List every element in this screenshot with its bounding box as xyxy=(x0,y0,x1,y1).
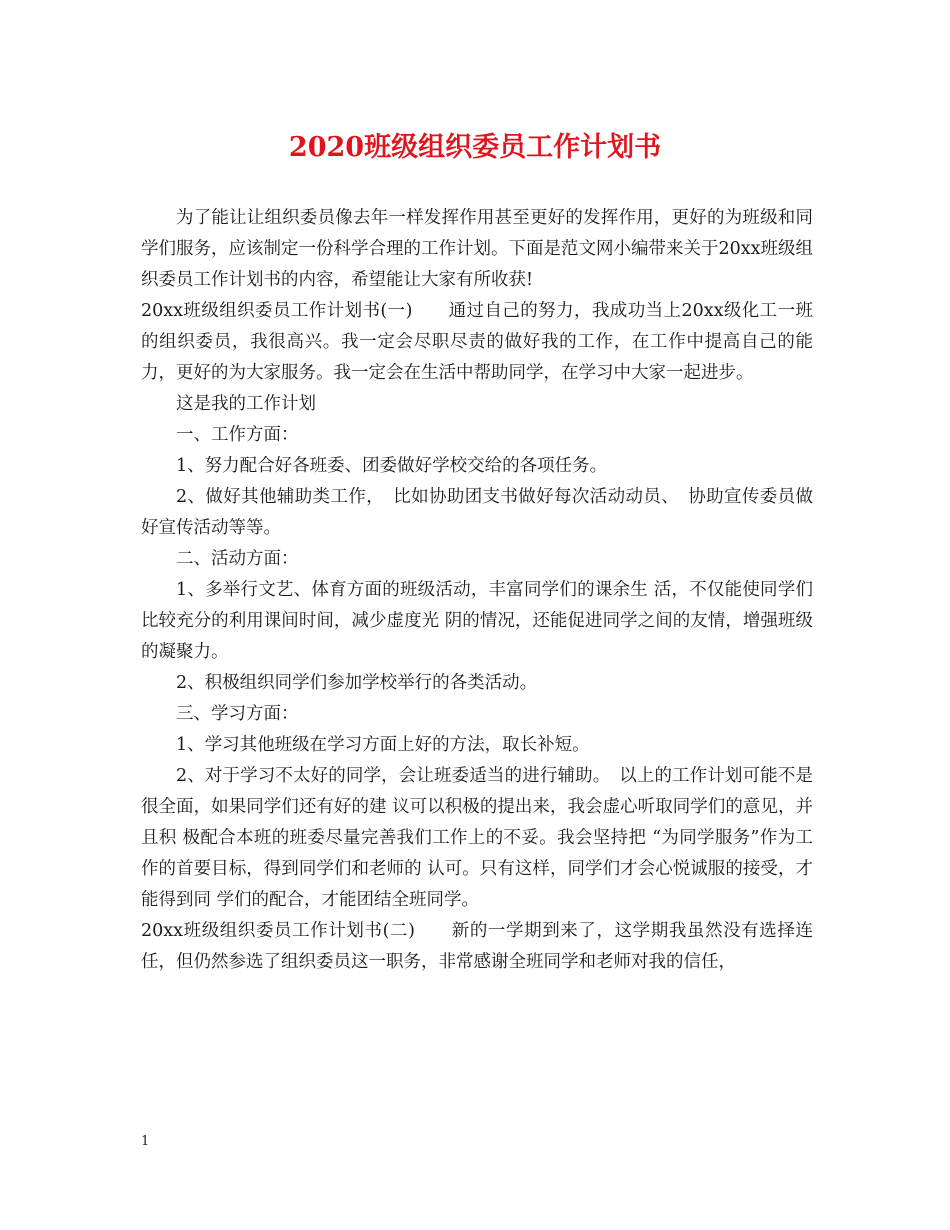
list-item-work-2: 2、做好其他辅助类工作， 比如协助团支书做好每次活动动员、 协助宣传委员做好宣传活动等等。 xyxy=(141,487,813,538)
list-item-activity-2: 2、积极组织同学们参加学校举行的各类活动。 xyxy=(176,673,538,693)
paragraph-plan-two-intro: 20xx班级组织委员工作计划书(二) 新的一学期到来了，这学期我虽然没有选择连任，但仍然参选了组织委员这一职务，非常感谢全班同学和老师对我的信任， xyxy=(141,921,813,972)
section-heading-study: 三、学习方面： xyxy=(176,704,299,724)
section-heading-activity: 二、活动方面： xyxy=(176,549,299,569)
list-item-activity-1: 1、多举行文艺、体育方面的班级活动，丰富同学们的课余生 活，不仅能使同学们比较充分的利用课间时间，减少虚度光 阴的情况，还能促进同学之间的友情，增强班级的凝聚力。 xyxy=(141,580,813,662)
list-item-study-1: 1、学习其他班级在学习方面上好的方法，取长补短。 xyxy=(176,735,590,755)
page-number: 1 xyxy=(141,1134,150,1149)
document-title: 2020班级组织委员工作计划书 xyxy=(288,132,662,163)
list-item-study-2: 2、对于学习不太好的同学，会让班委适当的进行辅助。 以上的工作计划可能不是很全面，如果同学们还有好的建 议可以积极的提出来，我会虚心听取同学们的意见，并且积 极配合本班的班委尽量完善我们工作上的不妥。我会坚持把 “为同学服务”作为工作的首要目标，得到同学们和老师的 认可。只有这样，同学们才会心悦诚服的接受，才能得到同 学们的配合，才能团结全班同学。 xyxy=(141,766,813,910)
document-body xyxy=(141,203,813,978)
paragraph-plan-one-intro: 20xx班级组织委员工作计划书(一) 通过自己的努力，我成功当上20xx级化工一班的组织委员，我很高兴。我一定会尽职尽责的做好我的工作，在工作中提高自己的能力，更好的为大家服务。我一定会在生活中帮助同学，在学习中大家一起进步。 xyxy=(141,301,813,383)
paragraph-intro: 为了能让让组织委员像去年一样发挥作用甚至更好的发挥作用，更好的为班级和同学们服务，应该制定一份科学合理的工作计划。下面是范文网小编带来关于20xx班级组织委员工作计划书的内容，希望能让大家有所收获! xyxy=(141,208,814,290)
section-heading-work: 一、工作方面： xyxy=(176,425,299,445)
paragraph-plan-heading: 这是我的工作计划 xyxy=(176,394,316,414)
list-item-work-1: 1、努力配合好各班委、团委做好学校交给的各项任务。 xyxy=(176,456,608,476)
